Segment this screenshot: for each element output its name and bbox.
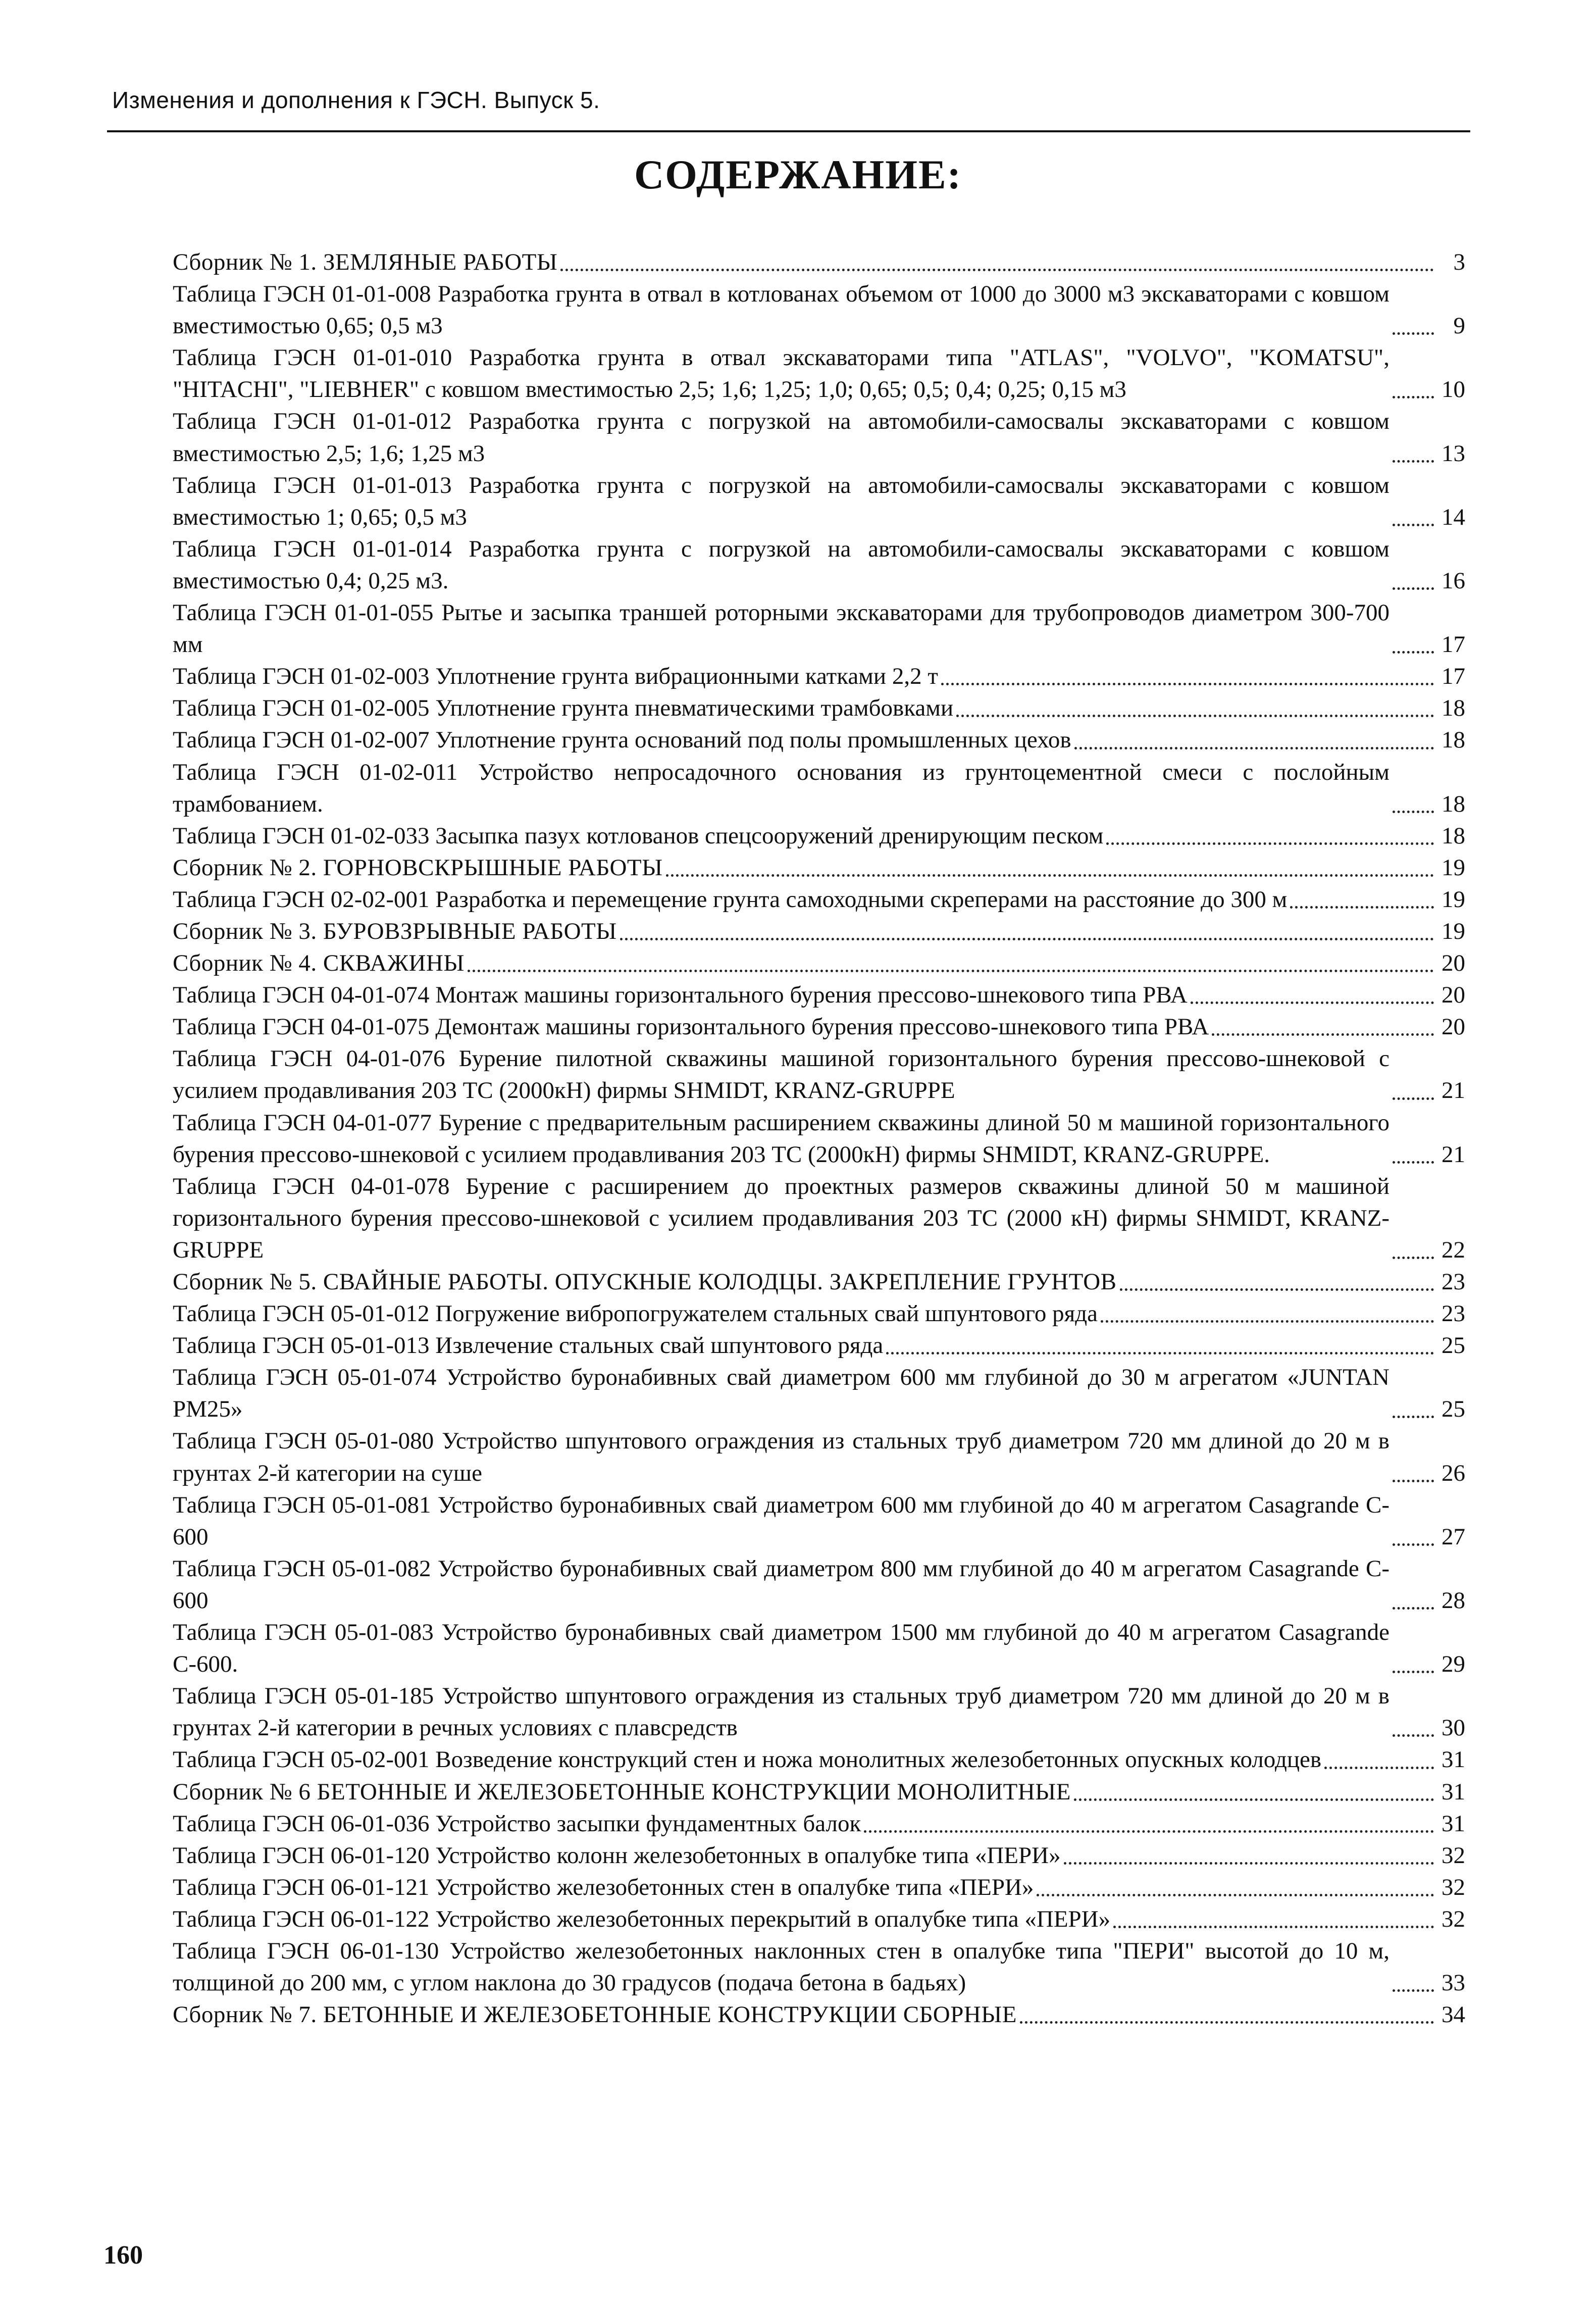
toc-entry[interactable] (173, 1872, 1465, 1903)
toc-entry[interactable] (173, 1680, 1465, 1744)
toc-leader-dots (1074, 1798, 1434, 1801)
toc-entry-title: Таблица ГЭСН 05-01-013 Извлечение стальных свай шпунтового ряда (173, 1332, 884, 1359)
toc-leader-dots (468, 970, 1434, 972)
toc-leader-dots (886, 1352, 1434, 1354)
toc-leader-dots (864, 1830, 1434, 1833)
toc-leader-dots (1393, 1257, 1434, 1259)
toc-leader-dots (1393, 1607, 1434, 1610)
toc-entry[interactable] (173, 979, 1465, 1011)
toc-leader-dots (1324, 1767, 1434, 1769)
toc-entry-title: Таблица ГЭСН 04-01-075 Демонтаж машины горизонтального бурения прессово-шнекового типа РВА (173, 1014, 1209, 1040)
toc-entry-page: 32 (1441, 1874, 1465, 1900)
toc-entry-page: 32 (1441, 1842, 1465, 1869)
toc-entry[interactable] (173, 1330, 1465, 1362)
toc-leader-dots (941, 683, 1434, 685)
toc-entry[interactable] (173, 470, 1465, 533)
toc-leader-dots (1393, 1543, 1434, 1546)
toc-entry-page: 3 (1453, 249, 1465, 275)
toc-entry[interactable] (173, 1999, 1465, 2031)
toc-entry-title: Таблица ГЭСН 05-01-081 Устройство буронабивных свай диаметром 600 мм глубиной до 40 м агрегатом Casagrande C-600 (173, 1491, 1389, 1550)
toc-leader-dots (1290, 906, 1434, 909)
toc-entry-title: Таблица ГЭСН 05-01-080 Устройство шпунтового ограждения из стальных труб диаметром 720 мм длиной до 20 м в грунтах 2-й категории на суше (173, 1428, 1389, 1486)
toc-entry-title: Таблица ГЭСН 06-01-120 Устройство колонн железобетонных в опалубке типа «ПЕРИ» (173, 1842, 1061, 1869)
toc-entry-page: 32 (1441, 1905, 1465, 1932)
toc-entry-page: 18 (1441, 822, 1465, 849)
running-header: Изменения и дополнения к ГЭСН. Выпуск 5. (112, 87, 600, 113)
toc-entry-page: 17 (1441, 663, 1465, 690)
toc-leader-dots (1393, 524, 1434, 526)
toc-entry-title: Таблица ГЭСН 04-01-078 Бурение с расширением до проектных размеров скважины длиной 50 м машиной горизонтального бурения прессово-шнековой с усилием продавливания 203 ТС (2000 кН) фирмы SHMIDT, KRANZ-GRUPPE (173, 1173, 1389, 1263)
toc-entry[interactable] (173, 1840, 1465, 1872)
toc-entry[interactable] (173, 1107, 1465, 1171)
toc-entry-title: Таблица ГЭСН 01-02-011 Устройство непросадочного основания из грунтоцементной смеси с послойным трамбованием. (173, 759, 1389, 817)
toc-leader-dots (1074, 747, 1434, 749)
toc-leader-dots (1393, 396, 1434, 398)
toc-entry-title: Сборник № 1. ЗЕМЛЯНЫЕ РАБОТЫ (173, 249, 558, 275)
toc-entry[interactable] (173, 1266, 1465, 1298)
toc-entry[interactable] (173, 342, 1465, 406)
toc-entry-page: 29 (1441, 1651, 1465, 1678)
toc-entry-page: 14 (1441, 504, 1465, 530)
toc-leader-dots (1393, 651, 1434, 654)
toc-entry-title: Сборник № 3. БУРОВЗРЫВНЫЕ РАБОТЫ (173, 918, 617, 944)
toc-entry-title: Таблица ГЭСН 01-02-033 Засыпка пазух котлованов спецсооружений дренирующим песком (173, 822, 1104, 849)
toc-leader-dots (1191, 1001, 1434, 1004)
toc-entry[interactable] (173, 1553, 1465, 1617)
toc-entry[interactable] (173, 246, 1465, 278)
toc-entry[interactable] (173, 1425, 1465, 1489)
toc-entry-page: 20 (1441, 950, 1465, 977)
table-of-contents (173, 246, 1465, 2031)
toc-entry[interactable] (173, 1808, 1465, 1840)
toc-entry-page: 18 (1441, 727, 1465, 754)
toc-leader-dots (1064, 1862, 1434, 1865)
toc-leader-dots (1393, 1734, 1434, 1737)
toc-entry-title: Таблица ГЭСН 01-02-007 Уплотнение грунта оснований под полы промышленных цехов (173, 727, 1071, 754)
toc-entry-title: Таблица ГЭСН 06-01-130 Устройство железобетонных наклонных стен в опалубке типа "ПЕРИ" высотой до 10 м, толщиной до 200 мм, с углом наклона до 30 градусов (подача бетона в бадьях) (173, 1937, 1389, 1996)
toc-entry-title: Таблица ГЭСН 05-01-082 Устройство буронабивных свай диаметром 800 мм глубиной до 40 м агрегатом Casagrande C-600 (173, 1555, 1389, 1614)
toc-entry-title: Сборник № 4. СКВАЖИНЫ (173, 950, 465, 977)
toc-entry-page: 19 (1441, 918, 1465, 944)
toc-entry-page: 31 (1441, 1810, 1465, 1837)
toc-entry[interactable] (173, 692, 1465, 724)
toc-entry-title: Сборник № 7. БЕТОННЫЕ И ЖЕЛЕЗОБЕТОННЫЕ КОНСТРУКЦИИ СБОРНЫЕ (173, 2001, 1017, 2028)
toc-entry-page: 31 (1441, 1778, 1465, 1805)
toc-leader-dots (1393, 587, 1434, 590)
toc-entry-page: 23 (1441, 1269, 1465, 1295)
toc-entry[interactable] (173, 406, 1465, 469)
toc-entry-title: Сборник № 6 БЕТОННЫЕ И ЖЕЛЕЗОБЕТОННЫЕ КОНСТРУКЦИИ МОНОЛИТНЫЕ (173, 1778, 1071, 1805)
toc-entry-page: 18 (1441, 790, 1465, 817)
toc-leader-dots (1212, 1033, 1434, 1036)
toc-entry-title: Сборник № 2. ГОРНОВСКРЫШНЫЕ РАБОТЫ (173, 854, 663, 881)
toc-entry[interactable] (173, 852, 1465, 884)
toc-leader-dots (1393, 460, 1434, 463)
toc-entry-page: 23 (1441, 1300, 1465, 1327)
toc-entry[interactable] (173, 884, 1465, 916)
toc-entry[interactable] (173, 947, 1465, 979)
toc-leader-dots (1393, 1480, 1434, 1482)
toc-leader-dots (1393, 332, 1434, 335)
toc-entry-title: Таблица ГЭСН 01-01-010 Разработка грунта в отвал экскаваторами типа "ATLAS", "VOLVO", "KOMATSU", "HITACHI", "LIEBHER" с ковшом вместимостью 2,5; 1,6; 1,25; 1,0; 0,65; 0,5; 0,4; 0,25; 0,15 м3 (173, 344, 1389, 403)
toc-leader-dots (1393, 811, 1434, 813)
toc-entry-page: 30 (1441, 1715, 1465, 1741)
toc-leader-dots (1393, 1416, 1434, 1418)
toc-leader-dots (620, 938, 1434, 940)
toc-entry-page: 25 (1441, 1396, 1465, 1423)
toc-entry[interactable] (173, 724, 1465, 756)
header-rule (107, 130, 1470, 132)
toc-entry[interactable] (173, 1489, 1465, 1553)
toc-entry-page: 26 (1441, 1460, 1465, 1486)
toc-entry[interactable] (173, 661, 1465, 692)
toc-entry-page: 33 (1441, 1970, 1465, 1996)
toc-entry[interactable] (173, 1011, 1465, 1043)
toc-leader-dots (1120, 1288, 1434, 1291)
toc-entry-page: 19 (1441, 854, 1465, 881)
toc-entry-title: Таблица ГЭСН 04-01-076 Бурение пилотной скважины машиной горизонтального бурения прессово-шнековой с усилием продавливания 203 ТС (2000кН) фирмы SHMIDT, KRANZ-GRUPPE (173, 1045, 1389, 1104)
toc-leader-dots (1393, 1161, 1434, 1164)
page-title: СОДЕРЖАНИЕ: (634, 152, 962, 197)
toc-leader-dots (1106, 842, 1434, 845)
toc-entry[interactable] (173, 820, 1465, 852)
toc-entry-title: Таблица ГЭСН 06-01-036 Устройство засыпки фундаментных балок (173, 1810, 861, 1837)
toc-entry-title: Таблица ГЭСН 01-01-008 Разработка грунта в отвал в котлованах объемом от 1000 до 3000 м3 экскаваторами с ковшом вместимостью 0,65; 0,5 м3 (173, 281, 1389, 339)
toc-entry[interactable] (173, 1776, 1465, 1808)
toc-entry-page: 27 (1441, 1523, 1465, 1550)
toc-entry[interactable] (173, 1617, 1465, 1680)
toc-leader-dots (1037, 1894, 1434, 1896)
toc-leader-dots (1101, 1320, 1434, 1323)
toc-entry[interactable] (173, 1298, 1465, 1330)
toc-entry-title: Таблица ГЭСН 05-01-083 Устройство буронабивных свай диаметром 1500 мм глубиной до 40 м агрегатом Casagrande C-600. (173, 1619, 1389, 1678)
toc-leader-dots (560, 269, 1434, 271)
toc-entry-title: Таблица ГЭСН 01-01-055 Рытье и засыпка траншей роторными экскаваторами для трубопроводов диаметром 300-700 мм (173, 599, 1389, 658)
toc-entry-page: 31 (1441, 1746, 1465, 1773)
toc-entry-title: Таблица ГЭСН 06-01-121 Устройство железобетонных стен в опалубке типа «ПЕРИ» (173, 1874, 1034, 1900)
toc-entry-page: 10 (1441, 376, 1465, 403)
toc-entry-title: Таблица ГЭСН 02-02-001 Разработка и перемещение грунта самоходными скреперами на расстояние до 300 м (173, 886, 1288, 913)
toc-entry-title: Таблица ГЭСН 04-01-074 Монтаж машины горизонтального бурения прессово-шнекового типа РВА (173, 982, 1188, 1009)
toc-entry[interactable] (173, 1903, 1465, 1935)
toc-entry-page: 9 (1453, 313, 1465, 339)
toc-entry-page: 17 (1441, 631, 1465, 658)
toc-entry-title: Таблица ГЭСН 05-01-185 Устройство шпунтового ограждения из стальных труб диаметром 720 мм длиной до 20 м в грунтах 2-й категории в речных условиях с плавсредств (173, 1683, 1389, 1741)
toc-entry-title: Таблица ГЭСН 01-01-014 Разработка грунта с погрузкой на автомобили-самосвалы экскаваторами с ковшом вместимостью 0,4; 0,25 м3. (173, 535, 1389, 594)
toc-entry[interactable] (173, 916, 1465, 947)
toc-leader-dots (1393, 1989, 1434, 1992)
toc-leader-dots (956, 715, 1434, 717)
toc-entry-title: Таблица ГЭСН 01-01-013 Разработка грунта с погрузкой на автомобили-самосвалы экскаваторами с ковшом вместимостью 1; 0,65; 0,5 м3 (173, 472, 1389, 530)
toc-entry[interactable] (173, 757, 1465, 820)
toc-entry-page: 28 (1441, 1587, 1465, 1614)
toc-leader-dots (1113, 1926, 1434, 1928)
toc-entry-page: 20 (1441, 1014, 1465, 1040)
toc-leader-dots (1393, 1097, 1434, 1100)
toc-entry-title: Таблица ГЭСН 01-01-012 Разработка грунта с погрузкой на автомобили-самосвалы экскаваторами с ковшом вместимостью 2,5; 1,6; 1,25 м3 (173, 408, 1389, 467)
toc-entry-page: 16 (1441, 567, 1465, 594)
toc-entry-page: 13 (1441, 440, 1465, 467)
toc-entry-page: 34 (1441, 2001, 1465, 2028)
toc-entry-page: 25 (1441, 1332, 1465, 1359)
toc-entry-page: 18 (1441, 695, 1465, 722)
toc-entry-title: Таблица ГЭСН 01-02-003 Уплотнение грунта вибрационными катками 2,2 т (173, 663, 938, 690)
toc-entry-title: Таблица ГЭСН 05-01-074 Устройство буронабивных свай диаметром 600 мм глубиной до 30 м агрегатом «JUNTAN PM25» (173, 1364, 1389, 1423)
toc-entry-page: 22 (1441, 1236, 1465, 1263)
page-number: 160 (104, 2241, 143, 2270)
toc-entry[interactable] (173, 1171, 1465, 1266)
toc-entry[interactable] (173, 278, 1465, 342)
toc-entry-title: Таблица ГЭСН 01-02-005 Уплотнение грунта пневматическими трамбовками (173, 695, 954, 722)
toc-leader-dots (1393, 1671, 1434, 1673)
toc-entry-title: Таблица ГЭСН 04-01-077 Бурение с предварительным расширением скважины длиной 50 м машиной горизонтального бурения прессово-шнековой с усилием продавливания 203 ТС (2000кН) фирмы SHMIDT, KRANZ-GRUPPE. (173, 1109, 1389, 1168)
toc-entry[interactable] (173, 1744, 1465, 1776)
toc-leader-dots (666, 874, 1434, 877)
toc-entry-page: 21 (1441, 1077, 1465, 1104)
toc-entry[interactable] (173, 1362, 1465, 1425)
toc-entry-page: 19 (1441, 886, 1465, 913)
toc-entry-page: 21 (1441, 1141, 1465, 1168)
toc-entry-title: Таблица ГЭСН 06-01-122 Устройство железобетонных перекрытий в опалубке типа «ПЕРИ» (173, 1905, 1111, 1932)
toc-entry[interactable] (173, 533, 1465, 597)
toc-entry-page: 20 (1441, 982, 1465, 1009)
toc-entry-title: Сборник № 5. СВАЙНЫЕ РАБОТЫ. ОПУСКНЫЕ КОЛОДЦЫ. ЗАКРЕПЛЕНИЕ ГРУНТОВ (173, 1269, 1117, 1295)
toc-entry[interactable] (173, 1043, 1465, 1107)
toc-entry-title: Таблица ГЭСН 05-01-012 Погружение вибропогружателем стальных свай шпунтового ряда (173, 1300, 1098, 1327)
toc-leader-dots (1020, 2021, 1434, 2024)
toc-entry[interactable] (173, 597, 1465, 661)
toc-entry[interactable] (173, 1935, 1465, 1999)
toc-entry-title: Таблица ГЭСН 05-02-001 Возведение конструкций стен и ножа монолитных железобетонных опускных колодцев (173, 1746, 1322, 1773)
